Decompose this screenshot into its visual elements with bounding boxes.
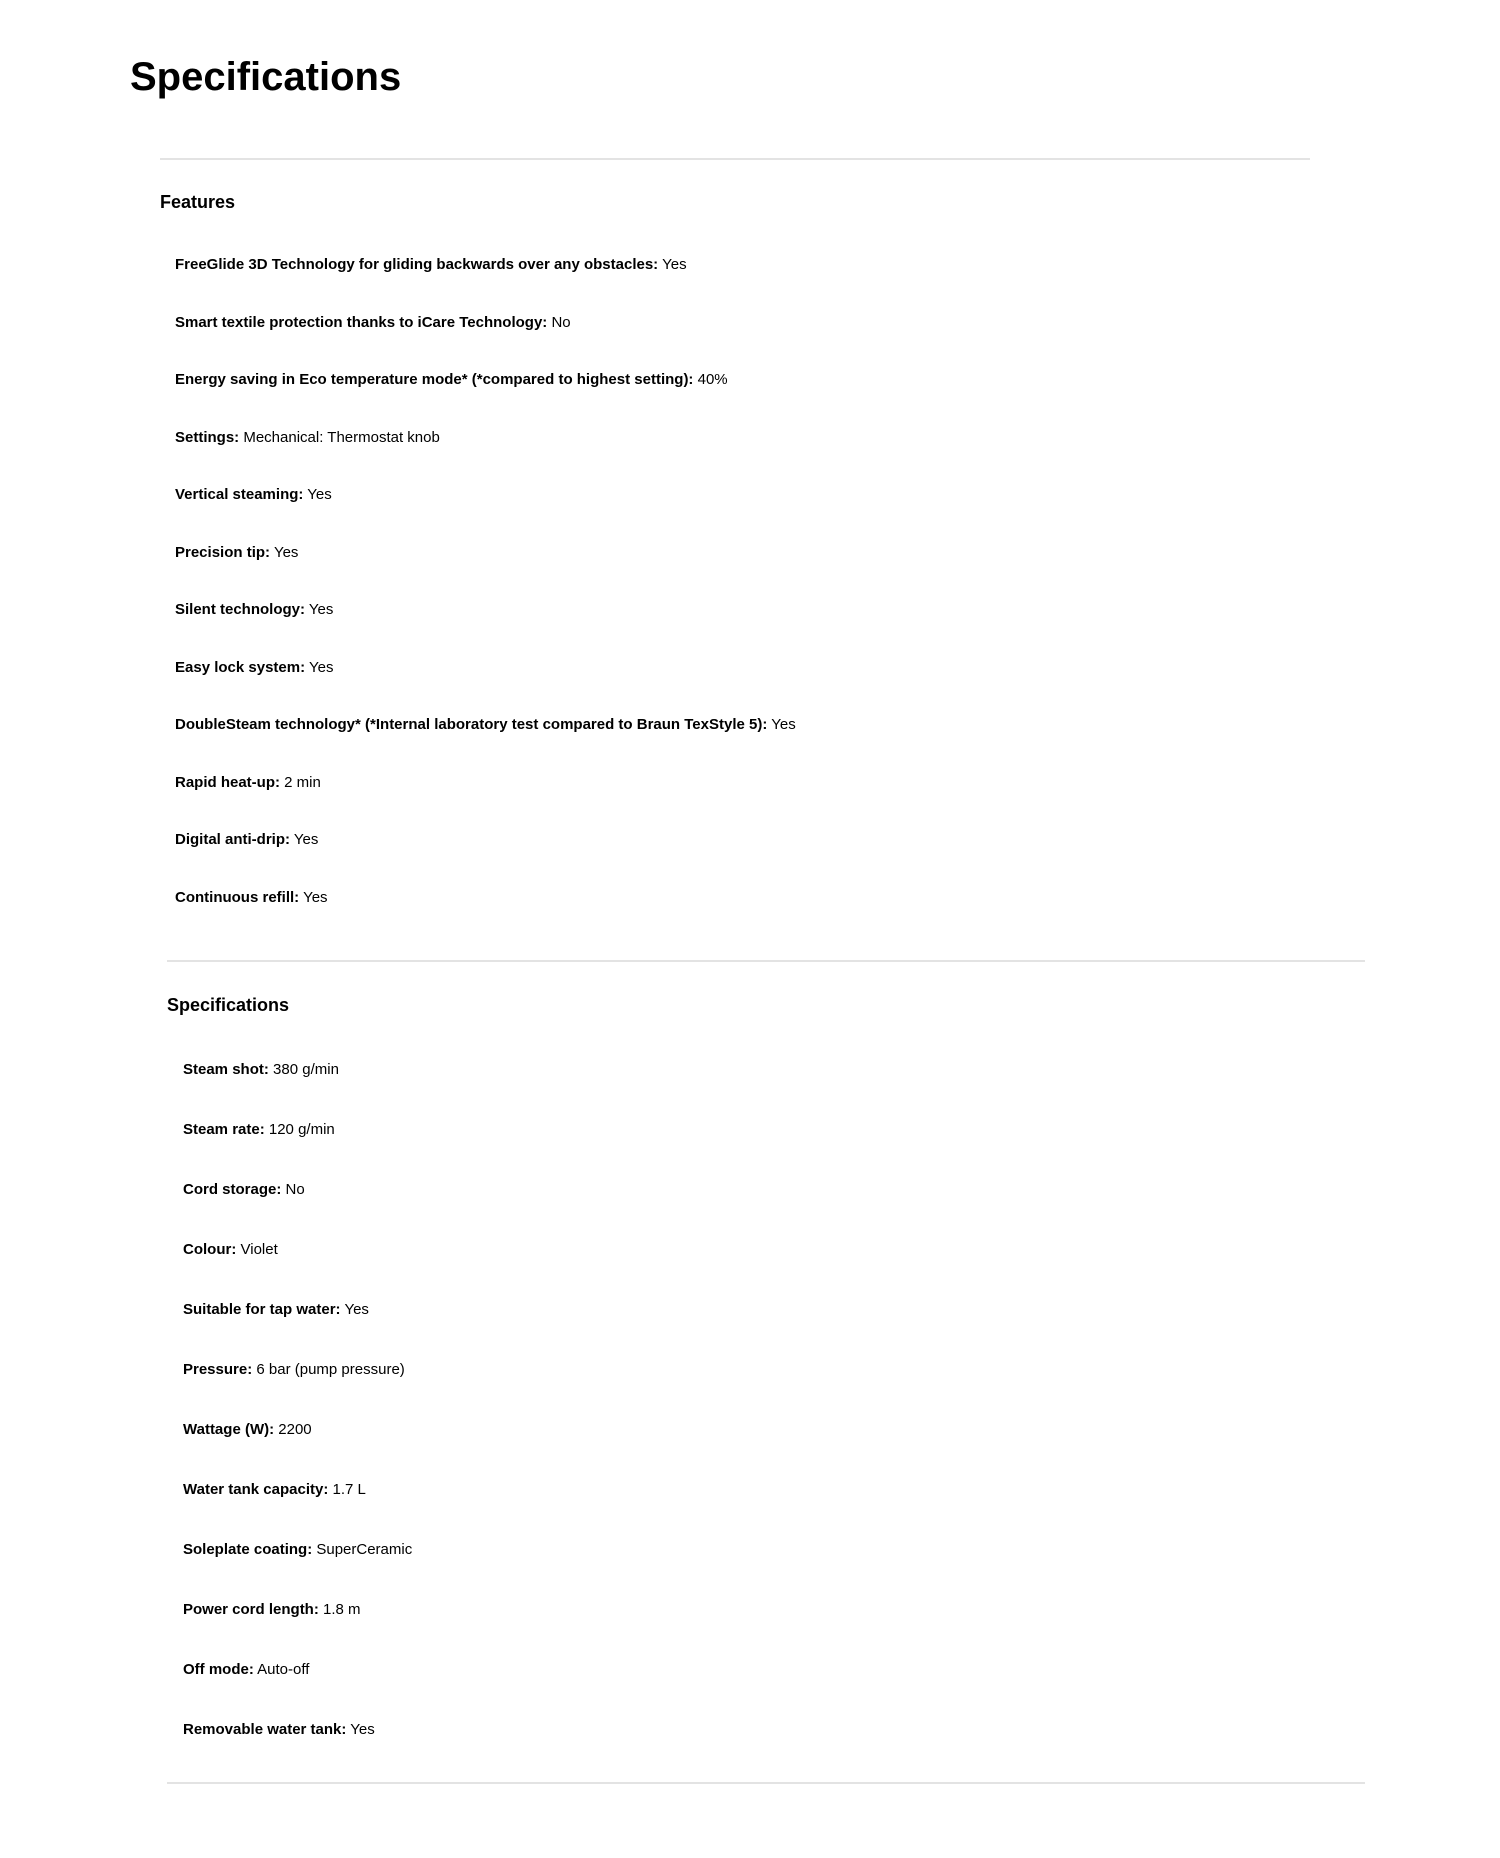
feature-row-easy-lock	[175, 658, 1310, 716]
specifications-heading: Specifications	[167, 995, 290, 1015]
feature-value: 2 min	[284, 773, 321, 791]
spec-label: Water tank capacity:	[183, 1481, 329, 1498]
feature-label: Precision tip:	[175, 543, 271, 561]
specifications-list	[167, 1060, 1365, 1780]
feature-label: Settings:	[175, 428, 240, 446]
spec-value: Yes	[350, 1721, 375, 1738]
spec-value: 120 g/min	[268, 1121, 335, 1138]
feature-row-vertical-steaming	[175, 485, 1310, 543]
spec-row-steam-rate	[183, 1120, 1365, 1180]
spec-row-soleplate-coating	[183, 1540, 1365, 1600]
spec-label: Cord storage:	[183, 1181, 282, 1198]
spec-value: SuperCeramic	[316, 1541, 413, 1558]
feature-row-icare	[175, 313, 1310, 371]
spec-value: Yes	[344, 1301, 369, 1318]
feature-value: Mechanical: Thermostat knob	[243, 428, 440, 446]
spec-label: Soleplate coating:	[183, 1541, 313, 1558]
features-section	[160, 158, 1310, 945]
spec-value: 380 g/min	[273, 1061, 339, 1078]
feature-label: Digital anti-drip:	[175, 831, 290, 848]
feature-row-rapid-heat-up	[175, 773, 1310, 831]
feature-value: Yes	[307, 486, 332, 503]
spec-value: 2200	[278, 1421, 312, 1438]
feature-value: 40%	[697, 371, 728, 388]
spec-value: 1.8 m	[323, 1601, 361, 1618]
spec-row-colour	[183, 1240, 1365, 1300]
specifications-bottom-divider	[167, 1782, 1365, 1784]
specifications-section	[167, 960, 1365, 1784]
spec-value: Auto-off	[257, 1661, 310, 1678]
spec-row-cord-storage	[183, 1180, 1365, 1240]
feature-value: Yes	[308, 601, 334, 618]
feature-row-doublesteam	[175, 715, 1310, 773]
spec-row-tap-water	[183, 1300, 1365, 1360]
spec-label: Off mode:	[183, 1661, 254, 1678]
feature-value: Yes	[303, 888, 328, 906]
feature-label: Energy saving in Eco temperature mode* (*compared to highest setting):	[175, 371, 694, 388]
feature-row-energy-saving	[175, 370, 1310, 428]
feature-value: Yes	[771, 716, 796, 733]
spec-row-wattage	[183, 1420, 1365, 1480]
features-list	[160, 255, 1310, 945]
feature-label: FreeGlide 3D Technology for gliding backwards over any obstacles:	[175, 256, 659, 273]
features-top-divider	[160, 158, 1310, 160]
feature-label: DoubleSteam technology* (*Internal laboratory test compared to Braun TexStyle 5):	[175, 716, 768, 733]
spec-label: Removable water tank:	[183, 1721, 347, 1738]
spec-row-pressure	[183, 1360, 1365, 1420]
feature-label: Silent technology:	[175, 601, 306, 618]
spec-label: Wattage (W):	[183, 1421, 275, 1438]
spec-value: No	[285, 1181, 305, 1198]
feature-row-precision-tip	[175, 543, 1310, 601]
feature-value: Yes	[662, 256, 687, 273]
spec-label: Steam rate:	[183, 1121, 265, 1138]
spec-label: Colour:	[183, 1241, 237, 1258]
spec-value: Violet	[240, 1241, 278, 1258]
feature-value: Yes	[308, 658, 334, 676]
features-heading: Features	[160, 192, 236, 212]
feature-row-anti-drip	[175, 830, 1310, 888]
spec-label: Suitable for tap water:	[183, 1301, 341, 1318]
spec-label: Power cord length:	[183, 1601, 319, 1618]
feature-row-settings	[175, 428, 1310, 486]
feature-value: Yes	[293, 831, 319, 848]
spec-label: Pressure:	[183, 1361, 253, 1378]
feature-value: Yes	[273, 543, 299, 561]
specifications-top-divider	[167, 960, 1365, 962]
feature-label: Smart textile protection thanks to iCare Technology:	[175, 313, 548, 331]
feature-row-freeglide	[175, 255, 1310, 313]
spec-row-steam-shot	[183, 1060, 1365, 1120]
page-title: Specifications	[130, 55, 402, 99]
feature-label: Continuous refill:	[175, 888, 300, 906]
spec-value: 1.7 L	[332, 1481, 366, 1498]
spec-row-off-mode	[183, 1660, 1365, 1720]
spec-value: 6 bar (pump pressure)	[256, 1361, 405, 1378]
spec-row-removable-water-tank	[183, 1720, 1365, 1780]
feature-row-continuous-refill	[175, 888, 1310, 946]
spec-row-power-cord-length	[183, 1600, 1365, 1660]
feature-label: Rapid heat-up:	[175, 773, 280, 791]
feature-row-silent-technology	[175, 600, 1310, 658]
feature-label: Easy lock system:	[175, 658, 306, 676]
feature-value: No	[551, 313, 571, 331]
spec-label: Steam shot:	[183, 1061, 269, 1078]
spec-row-water-tank-capacity	[183, 1480, 1365, 1540]
feature-label: Vertical steaming:	[175, 486, 304, 503]
